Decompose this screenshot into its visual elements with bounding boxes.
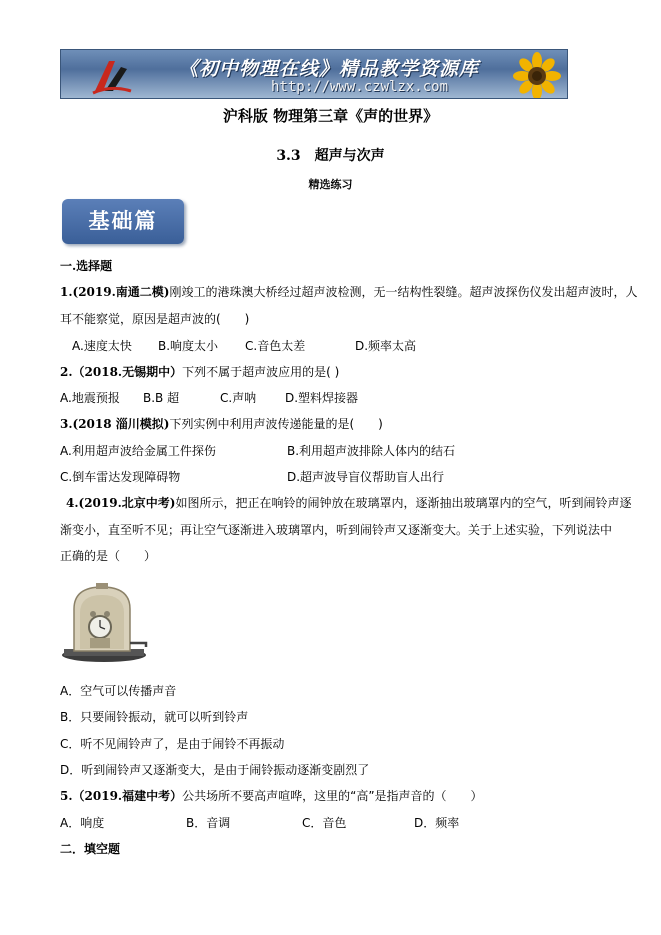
question-2-option-c: C.声呐 (220, 391, 257, 405)
question-4-option-d: D．听到闹铃声又逐渐变大，是由于闹铃振动逐渐变剧烈了 (60, 763, 370, 777)
question-1-text: 刚竣工的港珠澳大桥经过超声波检测，无一结构性裂缝。超声波探伤仪发出超声波时，人 (169, 285, 638, 299)
question-3-option-a: A.利用超声波给金属工件探伤 (60, 444, 216, 458)
question-4-line-2: 渐变小，直至听不见；再让空气逐渐进入玻璃罩内，听到闹铃声又逐渐变大。关于上述实验，下列说法中 (60, 523, 613, 537)
question-3-option-c: C.倒车雷达发现障碍物 (60, 470, 181, 484)
question-5-option-c: C．音色 (302, 816, 347, 830)
question-3-text: 下列实例中利用声波传递能量的是( ) (169, 417, 383, 431)
question-5-option-a: A．响度 (60, 816, 105, 830)
question-2-option-a: A.地震预报 (60, 391, 120, 405)
question-3-option-b: B.利用超声波排除人体内的结石 (287, 444, 456, 458)
header-banner (60, 49, 568, 99)
level-badge: 基础篇 (62, 199, 184, 244)
document-title: 沪科版 物理第三章《声的世界》 (222, 107, 439, 125)
question-5-option-b: B．音调 (186, 816, 231, 830)
question-1-source: 1.(2019.南通二模) (60, 285, 170, 299)
question-3-source: 3.(2018 淄川模拟) (60, 417, 170, 431)
logo-icon (91, 55, 133, 95)
question-4-line-1 (66, 494, 631, 511)
question-4-option-a: A．空气可以传播声音 (60, 684, 177, 698)
section-subtitle: 精选练习 (308, 178, 353, 191)
question-2-option-d: D.塑料焊接器 (285, 391, 359, 405)
banner-title: 《初中物理在线》精品教学资源库 (179, 58, 480, 80)
question-3-line (60, 415, 383, 432)
bell-jar-alarm-clock-image (60, 583, 150, 663)
question-2-option-b: B.B 超 (143, 391, 180, 405)
question-5-text: 公共场所不要高声喧哗，这里的“高”是指声音的（ ） (182, 789, 483, 803)
part-heading-choice: 一.选择题 (60, 259, 113, 273)
question-1-line-1 (60, 283, 637, 300)
sunflower-icon (505, 52, 565, 99)
question-2-text: 下列不属于超声波应用的是( ) (182, 365, 340, 379)
question-4-source: 4.(2019.北京中考) (66, 496, 176, 510)
question-4-text: 如图所示，把正在响铃的闹钟放在玻璃罩内，逐渐抽出玻璃罩内的空气，听到闹铃声逐 (175, 496, 632, 510)
banner-url: http://www.czwlzx.com (271, 79, 449, 95)
part-heading-fill: 二．填空题 (60, 842, 121, 856)
question-2-line (60, 363, 339, 380)
question-2-source: 2.（2018.无锡期中） (60, 365, 183, 379)
question-5-option-d: D．频率 (414, 816, 460, 830)
question-1-option-b: B.响度太小 (158, 339, 219, 353)
question-3-option-d: D.超声波导盲仪帮助盲人出行 (287, 470, 445, 484)
question-1-option-c: C.音色太差 (245, 339, 306, 353)
section-title: 3.3 超声与次声 (276, 148, 385, 164)
question-4-option-b: B．只要闹铃振动，就可以听到铃声 (60, 710, 249, 724)
question-1-line-2: 耳不能察觉，原因是超声波的( ) (60, 312, 250, 326)
question-5-line (60, 787, 483, 804)
question-5-source: 5.（2019.福建中考） (60, 789, 183, 803)
question-1-option-a: A.速度太快 (72, 339, 132, 353)
question-1-option-d: D.频率太高 (355, 339, 417, 353)
question-4-line-3: 正确的是（ ） (60, 549, 157, 563)
question-4-option-c: C．听不见闹铃声了，是由于闹铃不再振动 (60, 737, 285, 751)
